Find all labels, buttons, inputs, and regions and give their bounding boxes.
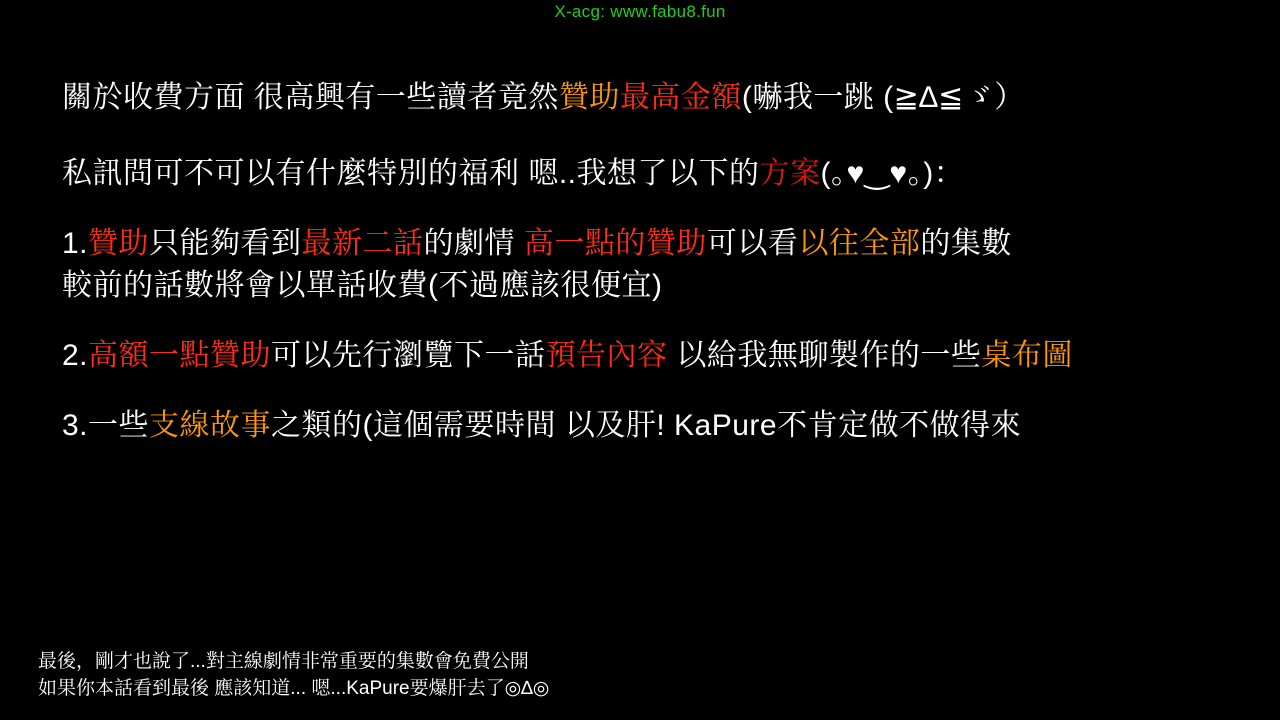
plans-highlight-plan: 方案 [759,157,821,190]
footer-line-1: 最後，剛才也說了...對主線劇情非常重要的集數會免費公開 [38,651,529,672]
item2-text-1: 可以先行瀏覽下一話 [271,339,546,372]
item1-text-2: 的劇情 [423,227,524,260]
item2-highlight-wallpaper: 桌布圖 [981,339,1073,372]
intro-highlight-max-amount: 最高金額 [619,81,742,114]
item1-text-1: 只能夠看到 [149,227,302,260]
item1-highlight-sponsor: 贊助 [88,227,150,260]
list-item-1-number: 1. [62,227,89,260]
list-item-3-number: 3. [62,409,89,442]
item1-text-3: 可以看 [706,227,799,260]
item1-text-4: 的集數 [920,227,1012,260]
site-watermark: X-acg: www.fabu8.fun [554,2,726,21]
item2-text-2: 以給我無聊製作的一些 [667,339,982,372]
list-item-3 [62,406,1242,446]
item1-highlight-higher-tier: 高一點的贊助 [523,227,707,260]
plans-intro-emoticon: (｡♥‿♥｡)： [820,157,965,190]
item1-highlight-latest-two: 最新二話 [301,227,424,260]
item3-highlight-side-story: 支線故事 [149,409,272,442]
item2-highlight-higher-sponsor: 高額一點贊助 [88,339,272,372]
paragraph-intro [62,78,1242,118]
intro-highlight-sponsor: 贊助 [558,81,620,114]
item3-text-2: 之類的(這個需要時間 以及肝! KaPure不肯定做不做得來 [271,409,1022,442]
list-item-2 [62,336,1242,376]
plans-intro-text: 私訊問可不可以有什麼特別的福利 嗯..我想了以下的 [62,157,760,190]
list-item-1-line2: 較前的話數將會以單話收費(不過應該很便宜) [62,269,663,302]
intro-text-part1: 關於收費方面 很高興有一些讀者竟然 [62,81,559,114]
item1-highlight-all-past: 以往全部 [798,227,921,260]
footer-line-2: 如果你本話看到最後 應該知道... 嗯...KaPure要爆肝去了◎∆◎ [38,678,550,699]
list-item-2-number: 2. [62,339,89,372]
item3-text-1: 一些 [88,409,150,442]
item2-highlight-preview: 預告內容 [545,339,668,372]
intro-text-part2: (嚇我一跳 (≧∆≦ゞ） [741,81,1025,114]
list-item-1 [62,224,1242,264]
paragraph-plans-intro [62,154,1242,194]
footer-note [38,648,1138,702]
announcement-body [62,78,1242,446]
